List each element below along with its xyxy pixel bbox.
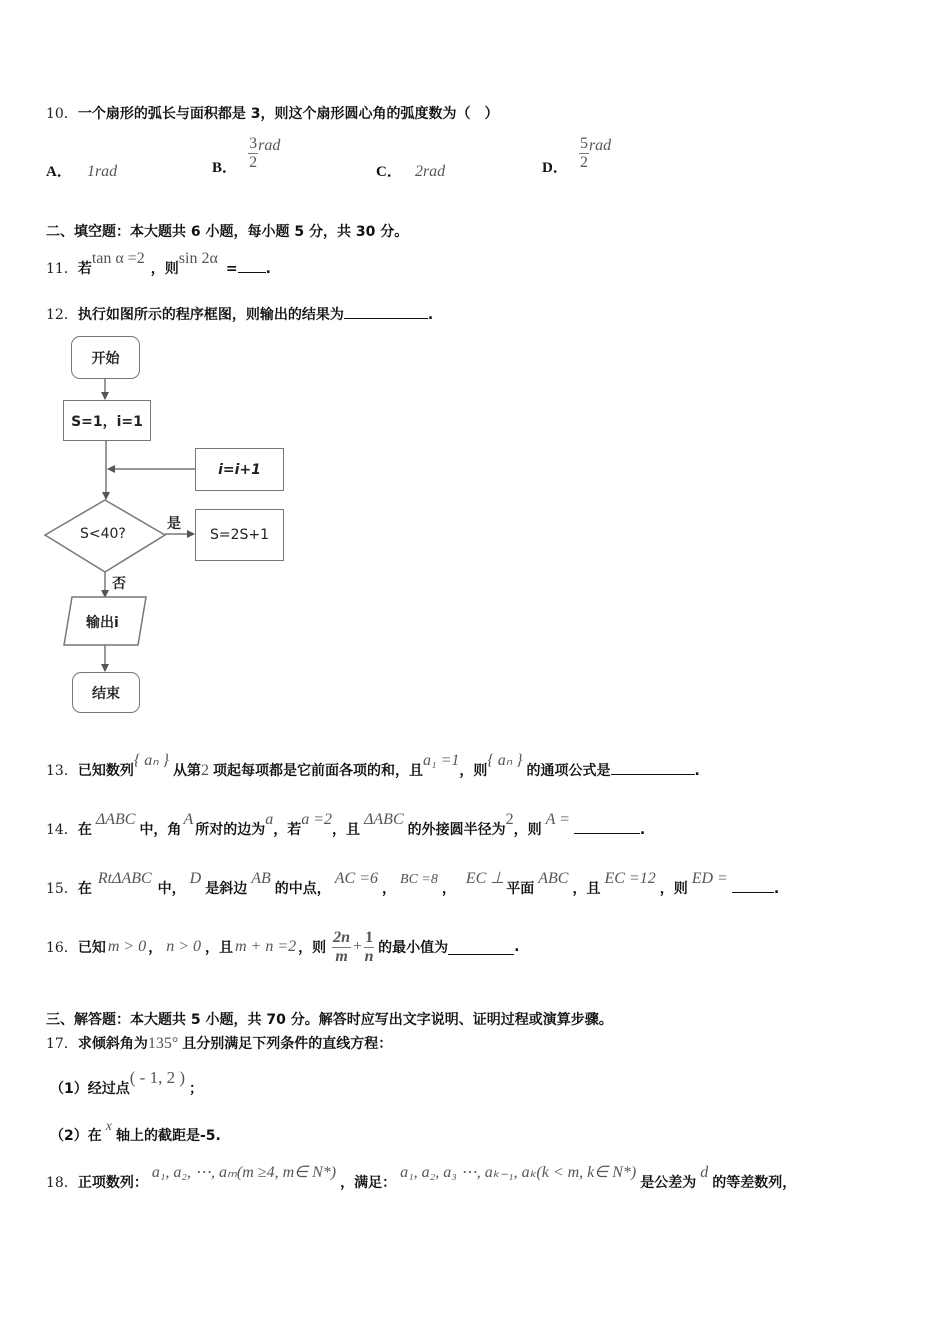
text: 平面 (506, 881, 535, 897)
fraction: $\frac{3}{2}$ (249, 135, 258, 171)
math-expression: ( - 1, 2 ) (129, 1068, 185, 1087)
text: . (265, 261, 271, 277)
text: ， (382, 881, 397, 897)
text: 中，角 (139, 822, 182, 838)
question-17 (46, 1033, 392, 1053)
math-expression: x (105, 1119, 112, 1134)
math-expression: a₁, a₂, a₃ ⋯, aₖ₋₁, aₖ(k < m, k∈ N*) (400, 1164, 637, 1181)
flowchart-update: S=2S+1 (195, 509, 284, 561)
flowchart-start: 开始 (71, 336, 140, 379)
math-expression: A (183, 811, 194, 828)
answer-blank (611, 760, 695, 775)
text: = (225, 261, 238, 277)
math-expression: ΔABC (95, 811, 136, 828)
question-number: 15． (46, 881, 78, 897)
text: 项起每项都是它前面各项的和，且 (213, 763, 423, 779)
text: 的最小值为 (378, 940, 449, 956)
math-expression: AC =6 (334, 870, 379, 887)
text: . (694, 763, 700, 779)
option-label: C． (376, 164, 402, 180)
text: ，且 (332, 822, 361, 838)
math-expression: A = (545, 811, 570, 828)
text: 正项数列： (77, 1175, 148, 1191)
math-expression: D (189, 870, 202, 887)
flowchart-condition: S<40? (80, 526, 126, 542)
text: 求倾斜角为 (77, 1036, 148, 1052)
answer-blank (448, 940, 514, 955)
math-expression: sin 2α (178, 250, 218, 267)
text: （1）经过点 (50, 1081, 130, 1097)
text: 是公差为 (640, 1175, 697, 1191)
text: 在 (77, 881, 92, 897)
unit: rad (258, 137, 281, 154)
flowchart-output: 输出i (86, 615, 119, 631)
math-expression: AB (251, 870, 271, 887)
math-expression: ED = (691, 870, 728, 887)
text: 的等差数列， (712, 1175, 797, 1191)
flowchart (0, 0, 320, 720)
option-value: 1rad (86, 163, 118, 180)
math-expression: 2 (201, 762, 209, 779)
text: ，则 (459, 763, 488, 779)
text: ，则 (298, 940, 327, 956)
text: . (773, 881, 780, 897)
text: ， (148, 940, 163, 956)
fraction-1-over-n: $\frac{1}{n}$ (364, 928, 374, 965)
text: 的中点， (274, 881, 331, 897)
question-text: 执行如图所示的程序框图，则输出的结果为 (77, 307, 344, 323)
math-expression: ΔABC (364, 811, 404, 828)
text: 已知 (77, 940, 106, 956)
flowchart-connectors (0, 0, 320, 720)
text: 已知数列 (77, 763, 134, 779)
math-expression: 2 (505, 811, 514, 828)
flowchart-end: 结束 (72, 672, 140, 713)
fraction: $\frac{5}{2}$ (579, 135, 588, 171)
question-number: 17． (46, 1036, 78, 1052)
text: . (514, 939, 520, 955)
math-expression: a =2 (301, 811, 333, 828)
math-expression: m > 0 (107, 938, 147, 955)
question-16 (46, 922, 519, 972)
text: ，满足： (340, 1175, 397, 1191)
math-expression: a₁ =1 (423, 752, 460, 769)
text: . (427, 307, 434, 323)
option-d (542, 135, 612, 176)
question-18 (46, 1164, 797, 1192)
flowchart-init: S=1，i=1 (63, 400, 151, 441)
question-text: 一个扇形的弧长与面积都是 3，则这个扇形圆心角的弧度数为（ ） (77, 106, 499, 122)
math-expression: tan α =2 (91, 250, 145, 267)
section-heading-solutions: 三、解答题：本大题共 5 小题，共 70 分。解答时应写出文字说明、证明过程或演算步骤。 (46, 1012, 613, 1028)
question-number: 12． (46, 307, 78, 323)
math-expression: a₁, a₂, ⋯, aₘ(m ≥4, m∈ N*) (151, 1164, 337, 1181)
question-number: 18． (46, 1175, 78, 1191)
option-label: D． (542, 160, 568, 176)
text: （2）在 (50, 1128, 102, 1144)
option-label: A． (46, 164, 72, 180)
text: ，且 (572, 881, 601, 897)
math-expression: a (265, 811, 274, 828)
question-17-part-1 (50, 1068, 203, 1098)
text: 在 (77, 822, 92, 838)
question-number: 13． (46, 763, 78, 779)
math-expression: d (700, 1164, 709, 1181)
question-17-part-2 (50, 1119, 221, 1145)
text: 且分别满足下列条件的直线方程： (182, 1036, 393, 1052)
math-expression: 135° (147, 1035, 179, 1052)
answer-blank (344, 304, 428, 319)
question-14 (46, 811, 646, 839)
question-number: 16． (46, 940, 78, 956)
question-13 (46, 752, 700, 780)
text: 轴上的截距是-5. (115, 1128, 221, 1144)
question-number: 10． (46, 106, 78, 122)
flowchart-increment: i=i+1 (195, 448, 284, 491)
text: ； (188, 1081, 203, 1097)
math-expression: BC =8 (400, 872, 438, 887)
option-label: B． (212, 160, 238, 176)
text: ， (441, 881, 456, 897)
math-expression: { aₙ } (133, 752, 169, 769)
text: 若 (77, 261, 92, 277)
flowchart-no-label: 否 (112, 576, 126, 592)
option-value: 2rad (414, 163, 446, 180)
text: ，则 (513, 822, 542, 838)
math-expression: { aₙ } (487, 752, 523, 769)
text: 所对的边为 (195, 822, 266, 838)
question-number: 11． (46, 261, 78, 277)
answer-blank (732, 878, 774, 893)
unit: rad (588, 137, 612, 154)
math-expression: m + n =2 (234, 938, 297, 955)
text: 的通项公式是 (526, 763, 611, 779)
math-expression: EC ⊥ (465, 870, 505, 887)
text: 中， (157, 881, 186, 897)
text: . (639, 822, 646, 838)
math-expression: + (353, 938, 363, 955)
fraction-2n-over-m: $\frac{2n}{m}$ (333, 928, 351, 965)
question-15 (46, 870, 780, 898)
math-expression: n > 0 (166, 938, 201, 955)
text: 的外接圆半径为 (407, 822, 506, 838)
math-expression: RtΔABC (97, 870, 152, 887)
math-expression: ABC (538, 870, 569, 887)
option-c (376, 160, 445, 181)
answer-blank (574, 819, 640, 834)
text: 从第 (173, 763, 201, 779)
text: ，则 (659, 881, 688, 897)
text: ，且 (204, 940, 233, 956)
math-expression: EC =12 (604, 870, 656, 887)
text: ，则 (150, 261, 179, 277)
question-number: 14． (46, 822, 78, 838)
section-heading-fill-in: 二、填空题：本大题共 6 小题，每小题 5 分，共 30 分。 (46, 224, 409, 240)
flowchart-yes-label: 是 (167, 516, 181, 532)
text: 是斜边 (205, 881, 248, 897)
text: ，若 (273, 822, 302, 838)
